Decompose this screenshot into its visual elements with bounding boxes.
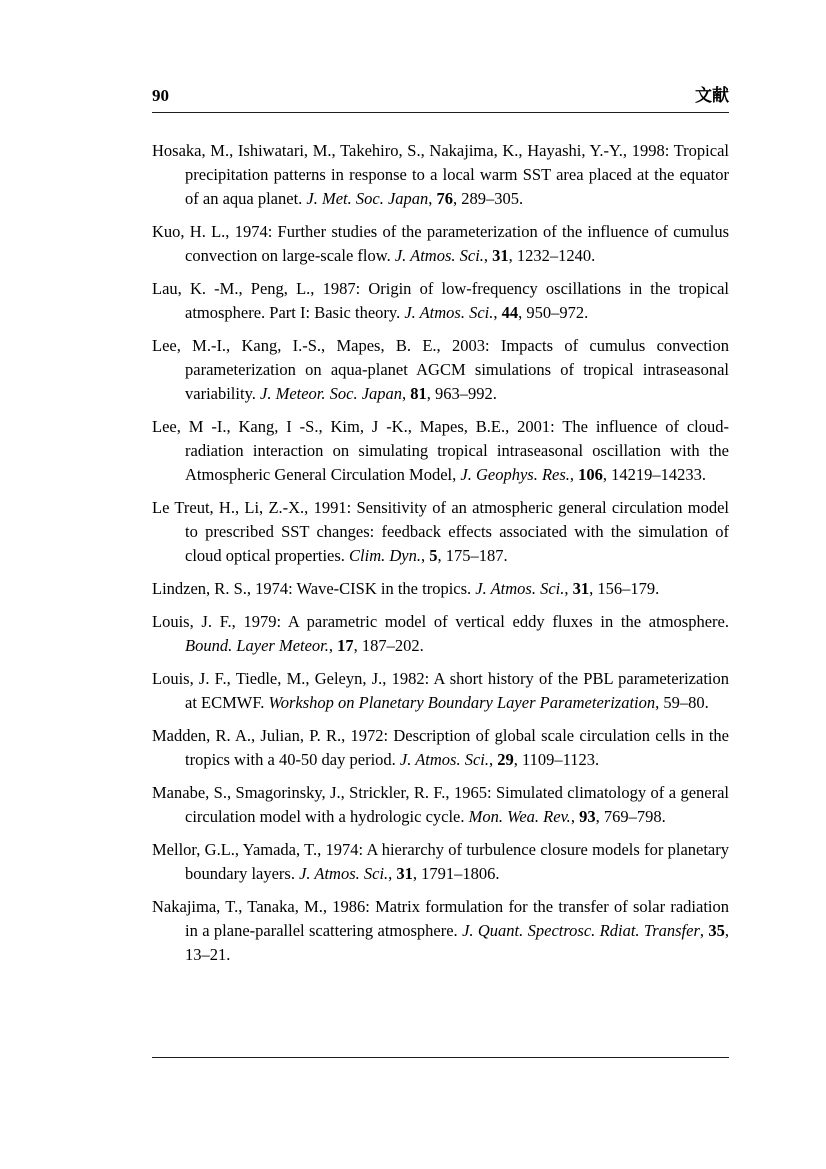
reference-text-run: J. Atmos. Sci.: [399, 750, 489, 769]
reference-text-run: 17: [337, 636, 354, 655]
reference-entry: [152, 838, 729, 886]
reference-entry: [152, 724, 729, 772]
reference-entry: [152, 220, 729, 268]
reference-text-run: J. Meteor. Soc. Japan: [260, 384, 403, 403]
reference-text-run: , 187–202.: [353, 636, 424, 655]
reference-text-run: 44: [501, 303, 519, 322]
reference-entry: [152, 496, 729, 568]
reference-entry: [152, 415, 729, 487]
reference-text-run: , 950–972.: [518, 303, 589, 322]
reference-text-run: 31: [396, 864, 413, 883]
reference-text-run: ,: [328, 636, 338, 655]
reference-text-run: 76: [436, 189, 454, 208]
reference-text-run: J. Met. Soc. Japan: [306, 189, 429, 208]
reference-text-run: , 59–80.: [655, 693, 709, 712]
reference-text-run: Manabe, S., Smagorinsky, J., Strickler, R. F., 1965: Simulated climatology of a general circulation model with a hydrologic cycle.: [152, 783, 729, 826]
reference-entry: [152, 895, 729, 967]
reference-text-run: Lindzen, R. S., 1974: Wave-CISK in the tropics.: [152, 579, 476, 598]
reference-entry: [152, 781, 729, 829]
reference-text-run: ,: [699, 921, 709, 940]
reference-entry: [152, 577, 729, 601]
reference-text-run: ,: [488, 750, 498, 769]
reference-text-run: , 1791–1806.: [412, 864, 500, 883]
reference-text-run: 5: [429, 546, 438, 565]
reference-text-run: Lau, K. -M., Peng, L., 1987: Origin of low-frequency oscillations in the tropical atmosphere. Part I: Basic theory.: [152, 279, 729, 322]
reference-text-run: , 156–179.: [589, 579, 660, 598]
reference-entry: [152, 139, 729, 211]
reference-text-run: , 289–305.: [453, 189, 524, 208]
page-header: [152, 86, 729, 113]
reference-entry: [152, 610, 729, 658]
reference-text-run: Louis, J. F., 1979: A parametric model of vertical eddy fluxes in the atmosphere.: [152, 612, 729, 631]
reference-text-run: J. Atmos. Sci.: [299, 864, 389, 883]
running-head-title: 文献: [695, 86, 729, 106]
reference-text-run: ,: [570, 807, 580, 826]
reference-text-run: Nakajima, T., Tanaka, M., 1986: Matrix formulation for the transfer of solar radiation in a plane-parallel scattering atmosphere.: [152, 897, 729, 940]
reference-text-run: 93: [579, 807, 596, 826]
footer-rule: [152, 1057, 729, 1058]
reference-text-run: Bound. Layer Meteor.: [185, 636, 329, 655]
reference-text-run: Mellor, G.L., Yamada, T., 1974: A hierarchy of turbulence closure models for planetary boundary layers.: [152, 840, 729, 883]
reference-text-run: Kuo, H. L., 1974: Further studies of the parameterization of the influence of cumulus convection on large-scale flow.: [152, 222, 729, 265]
reference-text-run: J. Atmos. Sci.: [475, 579, 565, 598]
reference-text-run: ,: [388, 864, 397, 883]
reference-text-run: , 14219–14233.: [602, 465, 707, 484]
reference-text-run: , 1109–1123.: [513, 750, 600, 769]
reference-text-run: 31: [572, 579, 590, 598]
reference-text-run: Mon. Wea. Rev.: [468, 807, 571, 826]
reference-text-run: Lee, M -I., Kang, I -S., Kim, J -K., Mapes, B.E., 2001: The influence of cloud-radiation interaction on simulating tropical intraseasonal oscillation with the Atmospheric General Circulation Model,: [152, 417, 729, 484]
reference-text-run: Louis, J. F., Tiedle, M., Geleyn, J., 1982: A short history of the PBL parameterization at ECMWF.: [152, 669, 729, 712]
page-number: 90: [152, 86, 169, 105]
reference-entry: [152, 334, 729, 406]
reference-entry: [152, 667, 729, 715]
reference-text-run: Le Treut, H., Li, Z.-X., 1991: Sensitivity of an atmospheric general circulation model to prescribed SST changes: feedback effects associated with the simulation of cloud optical properties.: [152, 498, 729, 565]
reference-text-run: 29: [497, 750, 514, 769]
reference-text-run: J. Atmos. Sci.: [404, 303, 494, 322]
reference-text-run: ,: [402, 384, 411, 403]
reference-text-run: Madden, R. A., Julian, P. R., 1972: Description of global scale circulation cells in the tropics with a 40-50 day period.: [152, 726, 729, 769]
reference-text-run: ,: [493, 303, 502, 322]
reference-text-run: ,: [421, 546, 430, 565]
reference-text-run: Workshop on Planetary Boundary Layer Parameterization: [268, 693, 656, 712]
reference-text-run: ,: [569, 465, 579, 484]
reference-text-run: , 175–187.: [437, 546, 508, 565]
reference-text-run: ,: [564, 579, 573, 598]
reference-text-run: ,: [428, 189, 437, 208]
reference-text-run: J. Geophys. Res.: [460, 465, 570, 484]
reference-text-run: , 963–992.: [426, 384, 497, 403]
reference-entry: [152, 277, 729, 325]
reference-text-run: 31: [492, 246, 509, 265]
reference-text-run: Clim. Dyn.: [349, 546, 422, 565]
reference-text-run: J. Atmos. Sci.: [394, 246, 484, 265]
reference-text-run: ,: [483, 246, 493, 265]
references-list: [152, 139, 729, 976]
reference-text-run: 106: [578, 465, 603, 484]
reference-text-run: , 1232–1240.: [508, 246, 596, 265]
reference-text-run: 81: [410, 384, 427, 403]
reference-text-run: Hosaka, M., Ishiwatari, M., Takehiro, S., Nakajima, K., Hayashi, Y.-Y., 1998: Tropical precipitation patterns in response to a local warm SST area placed at the equator of an aqua planet.: [152, 141, 729, 208]
reference-text-run: Lee, M.-I., Kang, I.-S., Mapes, B. E., 2003: Impacts of cumulus convection parameterization on aqua-planet AGCM simulations of tropical intraseasonal variability.: [152, 336, 729, 403]
reference-text-run: , 769–798.: [595, 807, 666, 826]
reference-text-run: 35: [708, 921, 725, 940]
reference-text-run: J. Quant. Spectrosc. Rdiat. Transfer: [462, 921, 700, 940]
reference-text-run: , 13–21.: [185, 921, 730, 964]
